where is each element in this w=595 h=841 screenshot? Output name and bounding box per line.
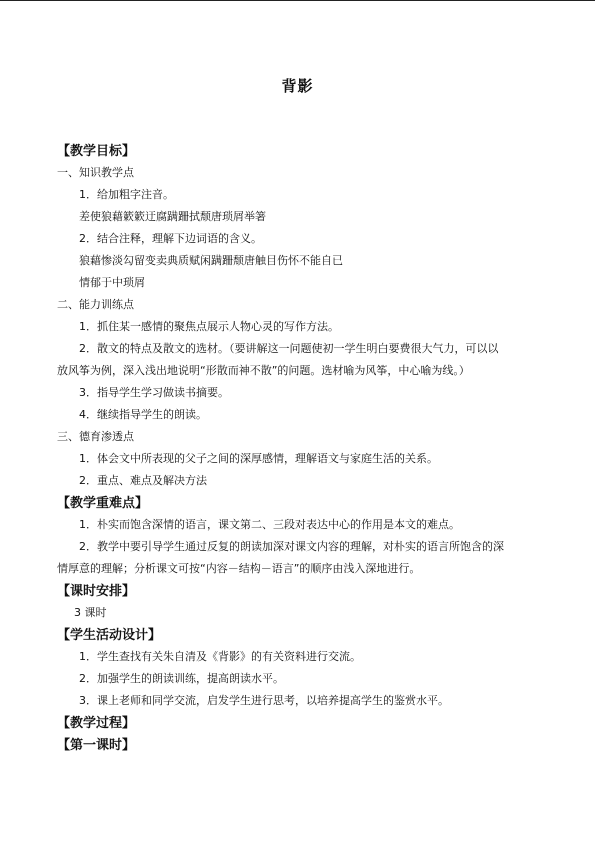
- list-item: 4．继续指导学生的朗读。: [79, 408, 207, 421]
- list-item: 1．朴实而饱含深情的语言，课文第二、三段对表达中心的作用是本文的难点。: [79, 518, 460, 531]
- section-heading-key-points: 【教学重难点】: [57, 496, 149, 511]
- subheading-knowledge: 一、知识教学点: [57, 166, 134, 179]
- list-item: 2．加强学生的朗读训练，提高朗读水平。: [79, 672, 284, 685]
- section-heading-first-lesson: 【第一课时】: [57, 738, 136, 753]
- list-item: 2．散文的特点及散文的选材。（要讲解这一问题使初一学生明白要费很大气力，可以以: [79, 342, 499, 355]
- subheading-ability: 二、能力训练点: [57, 298, 134, 311]
- section-heading-schedule: 【课时安排】: [57, 584, 136, 599]
- list-item: 1．给加粗字注音。: [79, 188, 174, 201]
- document-title: 背影: [281, 77, 314, 95]
- list-item-continued: 放风筝为例，深入浅出地说明“形散而神不散”的问题。选材喻为风筝，中心喻为线。）: [57, 364, 470, 377]
- schedule-text: 3 课时: [74, 606, 107, 619]
- subheading-moral: 三、德育渗透点: [57, 430, 134, 443]
- list-item: 1．学生查找有关朱自清及《背影》的有关资料进行交流。: [79, 650, 361, 663]
- vocab-line: 差使狼藉簌簌迂腐蹒跚拭颓唐琐屑举箸: [79, 210, 266, 223]
- top-rule: [0, 0, 595, 1]
- section-heading-process: 【教学过程】: [57, 716, 136, 731]
- list-item: 2．重点、难点及解决方法: [79, 474, 207, 487]
- list-item-continued: 情厚意的理解；分析课文可按“内容－结构－语言”的顺序由浅入深地进行。: [57, 562, 421, 575]
- section-heading-activities: 【学生活动设计】: [57, 628, 162, 643]
- list-item: 1．体会文中所表现的父子之间的深厚感情，理解语文与家庭生活的关系。: [79, 452, 438, 465]
- list-item: 1．抓住某一感情的聚焦点展示人物心灵的写作方法。: [79, 320, 339, 333]
- list-item: 3．课上老师和同学交流，启发学生进行思考，以培养提高学生的鉴赏水平。: [79, 694, 449, 707]
- vocab-line: 情郁于中琐屑: [79, 276, 145, 289]
- list-item: 2．结合注释，理解下边词语的含义。: [79, 232, 262, 245]
- list-item: 3．指导学生学习做读书摘要。: [79, 386, 229, 399]
- vocab-line: 狼藉惨淡勾留变卖典质赋闲蹒跚颓唐触目伤怀不能自已: [79, 254, 343, 267]
- section-heading-objectives: 【教学目标】: [57, 144, 136, 159]
- list-item: 2．教学中要引导学生通过反复的朗读加深对课文内容的理解，对朴实的语言所饱含的深: [79, 540, 504, 553]
